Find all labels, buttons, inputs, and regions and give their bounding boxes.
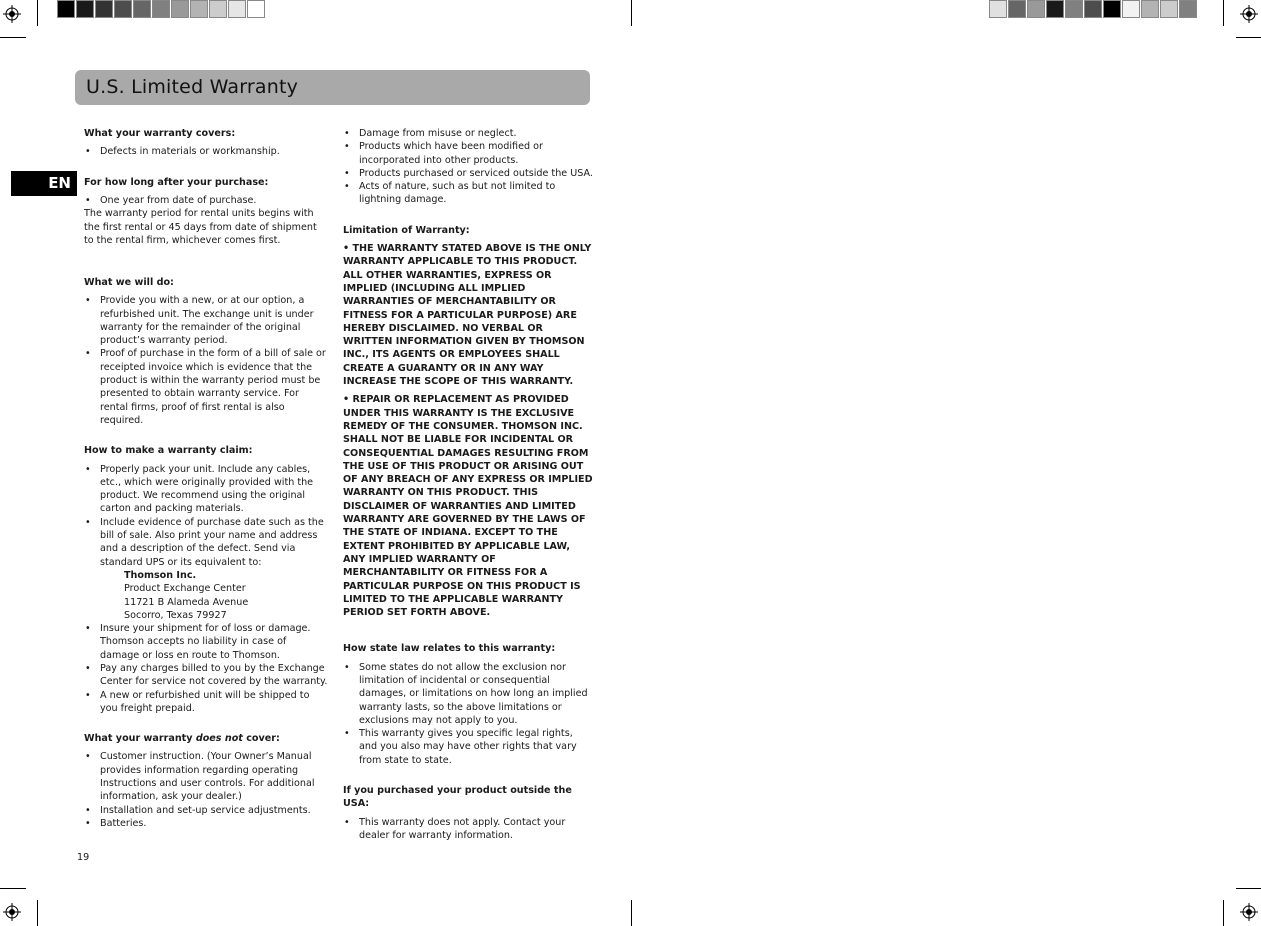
limitation-paragraph: • THE WARRANTY STATED ABOVE IS THE ONLY WARRANTY APPLICABLE TO THIS PRODUCT. ALL OTHER WARRANTIES, EXPRESS OR IMPLIED (INCLUDING ALL IMPLIED WARRANTIES OF MERCHANTABILITY OR FITNESS FOR A PARTICULAR PURPOSE) ARE HEREBY DISCLAIMED. NO VERBAL OR WRITTEN INFORMATION GIVEN BY THOMSON INC., ITS AGENTS OR EMPLOYEES SHALL CREATE A GUARANTY OR IN ANY WAY INCREASE THE SCOPE OF THIS WARRANTY. [343,243,592,388]
covers-heading: What your warranty covers: [84,128,236,139]
list-item: • Products purchased or serviced outside the USA. [343,167,593,180]
color-swatch [1008,0,1026,18]
list-item: • Insure your shipment for of loss or damage. Thomson accepts no liability in case of damage or loss en route to Thomson. [84,622,328,662]
color-swatch [1179,0,1197,18]
left-column [84,127,328,830]
color-swatch [190,0,208,18]
address-line: Socorro, Texas 79927 [124,609,227,621]
how-long-list [84,194,328,207]
color-swatch [95,0,113,18]
how-long-heading: For how long after your purchase: [84,176,269,188]
list-item: • A new or refurbished unit will be shipped to you freight prepaid. [84,689,328,716]
color-swatch [247,0,265,18]
list-item: • Products which have been modified or incorporated into other products. [343,140,593,167]
right-color-swatches [989,0,1198,18]
not-cover-heading: What your warranty does not cover: [84,733,280,745]
will-do-list [84,294,328,427]
list-item: • Pay any charges billed to you by the Exchange Center for service not covered by the warranty. [84,662,328,689]
registration-mark-icon [1240,5,1258,23]
color-swatch [171,0,189,18]
color-swatch [228,0,246,18]
color-swatch [152,0,170,18]
color-swatch [989,0,1007,18]
right-column [343,127,593,842]
registration-mark-icon [3,5,21,23]
rental-text: The warranty period for rental units begins with the first rental or 45 days from date of shipment to the rental firm, whichever comes first. [84,208,317,247]
list-item: • One year from date of purchase. [84,194,328,207]
outside-heading: If you purchased your product outside the USA: [343,785,572,810]
color-swatch [76,0,94,18]
list-item: • Installation and set-up service adjustments. [84,804,328,817]
address-company: Thomson Inc. [124,569,197,581]
list-item: • Defects in materials or workmanship. [84,145,328,158]
list-item: • Properly pack your unit. Include any cables, etc., which were originally provided with the product. We recommend using the original carton and packing materials. [84,463,328,516]
address-line: 11721 B Alameda Avenue [124,596,249,608]
color-swatch [1160,0,1178,18]
address-line: Product Exchange Center [124,583,246,595]
claim-list [84,463,328,716]
list-item: • This warranty gives you specific legal rights, and you also may have other rights that vary from state to state. [343,727,593,767]
registration-mark-icon [3,903,21,921]
list-item [84,516,328,622]
color-swatch [114,0,132,18]
color-swatch [1141,0,1159,18]
claim-heading: How to make a warranty claim: [84,445,253,457]
limitation-paragraph: • REPAIR OR REPLACEMENT AS PROVIDED UNDER THIS WARRANTY IS THE EXCLUSIVE REMEDY OF THE CONSUMER. THOMSON INC. SHALL NOT BE LIABLE FOR INCIDENTAL OR CONSEQUENTIAL DAMAGES RESULTING FROM THE USE OF THIS PRODUCT OR ARISING OUT OF ANY BREACH OF ANY EXPRESS OR IMPLIED WARRANTY ON THIS PRODUCT. THIS DISCLAIMER OF WARRANTIES AND LIMITED WARRANTY ARE GOVERNED BY THE LAWS OF THE STATE OF INDIANA. EXCEPT TO THE EXTENT PROHIBITED BY APPLICABLE LAW, ANY IMPLIED WARRANTY OF MERCHANTABILITY OR FITNESS FOR A PARTICULAR PURPOSE ON THIS PRODUCT IS LIMITED TO THE APPLICABLE WARRANTY PERIOD SET FORTH ABOVE. [343,394,593,619]
list-item: • Proof of purchase in the form of a bill of sale or receipted invoice which is evidence that the product is within the warranty period must be presented to obtain warranty service. For rental firms, proof of first rental is also required. [84,347,328,427]
list-item: • Batteries. [84,817,328,830]
list-item: • Some states do not allow the exclusion nor limitation of incidental or consequential damages, or limitations on how long an implied warranty lasts, so the above limitations or exclusions may not apply to you. [343,661,593,727]
list-item: • Acts of nature, such as but not limited to lightning damage. [343,180,593,207]
color-swatch [1084,0,1102,18]
state-law-list [343,661,593,767]
list-item: • Damage from misuse or neglect. [343,127,593,140]
will-do-heading: What we will do: [84,276,174,288]
list-item: • Customer instruction. (Your Owner’s Manual provides information regarding operating Instructions and user controls. For additional information, ask your dealer.) [84,750,328,803]
color-swatch [1103,0,1121,18]
list-item: • Provide you with a new, or at our option, a refurbished unit. The exchange unit is under warranty for the remainder of the original product’s warranty period. [84,294,328,347]
color-swatch [1122,0,1140,18]
outside-list [343,816,593,843]
title-bar [75,70,590,105]
color-swatch [1046,0,1064,18]
color-swatch [57,0,75,18]
state-law-heading: How state law relates to this warranty: [343,643,556,655]
page-number: 19 [77,852,90,863]
limitation-heading: Limitation of Warranty: [343,224,470,236]
covers-list [84,145,328,158]
left-color-swatches [57,0,266,18]
not-cover-list [84,750,328,830]
registration-mark-icon [1240,903,1258,921]
color-swatch [133,0,151,18]
page-title: U.S. Limited Warranty [86,76,299,98]
color-swatch [209,0,227,18]
color-swatch [1065,0,1083,18]
list-item: • This warranty does not apply. Contact your dealer for warranty information. [343,816,593,843]
not-cover-list-continued [343,127,593,207]
list-item-text: Include evidence of purchase date such as the bill of sale. Also print your name and address and a description of the defect. Send via standard UPS or its equivalent to: [100,516,324,568]
mailing-address [100,569,328,622]
color-swatch [1027,0,1045,18]
language-tab: EN [11,171,77,196]
